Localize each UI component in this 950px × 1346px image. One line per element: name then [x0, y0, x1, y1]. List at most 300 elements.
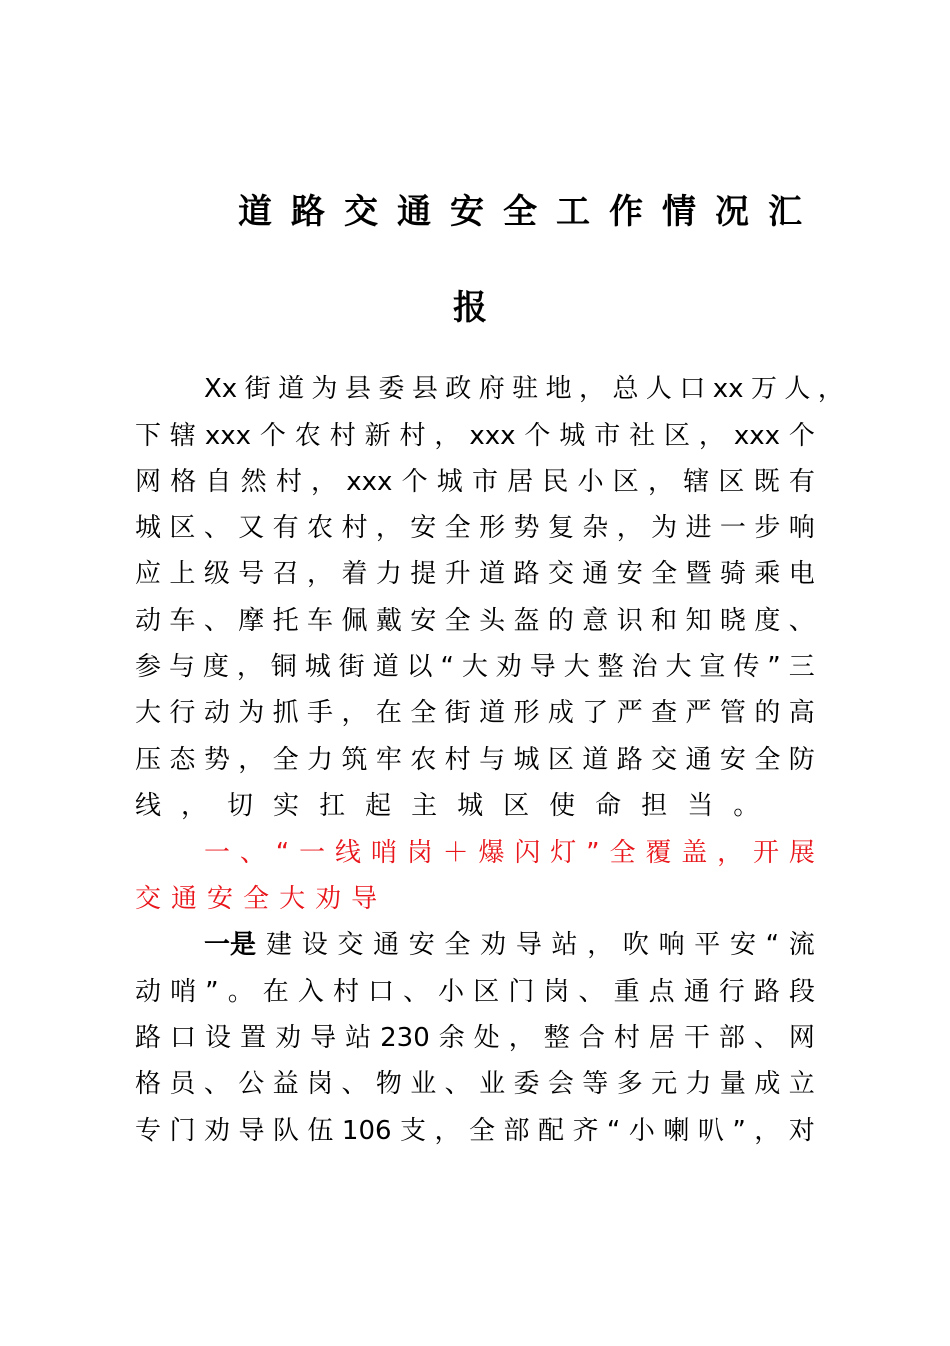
text-glyph: 农	[294, 421, 321, 451]
text-glyph: 主	[411, 791, 438, 821]
text-glyph: 配	[537, 1116, 564, 1146]
text-glyph: 复	[547, 513, 574, 543]
text-glyph: 个	[401, 467, 428, 497]
paragraph1-line	[204, 366, 844, 412]
paragraph2-line	[135, 1061, 815, 1107]
text-glyph: 余	[438, 1023, 465, 1053]
text-glyph: 支	[400, 1116, 427, 1146]
text-glyph: 路	[753, 977, 780, 1007]
text-glyph: 应	[135, 559, 162, 589]
text-glyph: 动	[135, 977, 162, 1007]
text-glyph: 自	[205, 467, 232, 497]
text-glyph: 车	[307, 606, 334, 636]
text-glyph: 益	[272, 1069, 299, 1099]
paragraph2-first-line	[204, 922, 815, 968]
text-glyph: 暨	[685, 559, 712, 589]
paragraph2-line	[135, 1015, 815, 1061]
text-glyph: 建	[266, 930, 293, 960]
text-glyph: 安	[207, 884, 234, 914]
text-glyph: 行	[169, 698, 196, 728]
text-glyph: 人	[784, 374, 811, 404]
text-glyph: 村	[332, 977, 359, 1007]
text-glyph: 合	[578, 1023, 605, 1053]
text-glyph: 然	[240, 467, 267, 497]
text-glyph: 展	[788, 838, 815, 868]
text-glyph: 村	[444, 745, 471, 775]
text-glyph: 岗	[307, 1069, 334, 1099]
text-glyph: 队	[272, 1116, 299, 1146]
text-glyph: 总	[612, 374, 639, 404]
text-glyph: 区	[547, 745, 574, 775]
text-glyph: 县	[411, 374, 438, 404]
text-glyph: 区	[169, 513, 196, 543]
text-glyph: ，	[375, 513, 402, 543]
text-glyph: 居	[648, 1023, 675, 1053]
text-glyph: 段	[788, 977, 815, 1007]
text-glyph: 形	[479, 513, 506, 543]
text-glyph: 全	[410, 698, 437, 728]
text-glyph: 的	[754, 698, 781, 728]
text-glyph: 全	[754, 745, 781, 775]
text-glyph: 处	[473, 1023, 500, 1053]
text-glyph: 万	[750, 374, 777, 404]
text-glyph: 头	[479, 606, 506, 636]
text-glyph: 导	[529, 652, 556, 682]
text-glyph: 参	[135, 652, 162, 682]
text-glyph: 宣	[699, 652, 726, 682]
text-glyph: ，	[579, 374, 606, 404]
text-glyph: 门	[508, 977, 535, 1007]
text-glyph: 大	[563, 652, 590, 682]
text-glyph: 设	[205, 1023, 232, 1053]
text-glyph: 、	[239, 838, 266, 868]
text-glyph: 多	[616, 1069, 643, 1099]
text-glyph: 劝	[495, 652, 522, 682]
text-glyph: 。	[733, 791, 760, 821]
text-glyph: 度	[754, 606, 781, 636]
text-glyph: 劝	[203, 1116, 230, 1146]
text-glyph: 市	[471, 467, 498, 497]
text-glyph: 等	[582, 1069, 609, 1099]
text-glyph: 城	[513, 745, 540, 775]
text-glyph: 区	[612, 467, 639, 497]
text-glyph: 小	[438, 977, 465, 1007]
paragraph1-line	[135, 459, 815, 505]
text-glyph: 全	[272, 745, 299, 775]
text-glyph: 个	[788, 421, 815, 451]
text-glyph: ，	[698, 421, 725, 451]
text-glyph: 业	[479, 1069, 506, 1099]
text-glyph: 通	[685, 745, 712, 775]
text-glyph: 劝	[480, 930, 507, 960]
text-glyph: 区	[718, 467, 745, 497]
text-glyph: 县	[344, 374, 371, 404]
text-glyph: 电	[788, 559, 815, 589]
text-glyph: 物	[375, 1069, 402, 1099]
text-glyph: 线	[334, 838, 361, 868]
text-glyph: 伍	[307, 1116, 334, 1146]
text-glyph: 成	[547, 698, 574, 728]
text-glyph: 进	[685, 513, 712, 543]
text-glyph: 手	[307, 698, 334, 728]
text-glyph: 道	[479, 698, 506, 728]
text-glyph: 形	[513, 698, 540, 728]
text-glyph: 府	[478, 374, 505, 404]
text-glyph: 叭	[697, 1116, 724, 1146]
text-glyph: 大	[279, 884, 306, 914]
text-glyph: 站	[551, 930, 578, 960]
text-glyph: 铜	[270, 652, 297, 682]
text-glyph: 与	[479, 745, 506, 775]
text-glyph: 势	[513, 513, 540, 543]
text-glyph: 力	[375, 559, 402, 589]
text-glyph: 村	[341, 513, 368, 543]
text-glyph: 既	[753, 467, 780, 497]
text-glyph: 戴	[375, 606, 402, 636]
section-heading-line	[135, 876, 815, 922]
paragraph1-line	[135, 690, 815, 736]
text-glyph: 号	[238, 559, 265, 589]
text-glyph: ，	[817, 374, 844, 404]
text-glyph: 驻	[512, 374, 539, 404]
text-glyph: 安	[729, 930, 756, 960]
text-glyph: 小	[577, 467, 604, 497]
text-glyph: 交	[651, 745, 678, 775]
text-glyph: 晓	[719, 606, 746, 636]
text-glyph: 哨	[370, 838, 397, 868]
text-glyph: 在	[262, 977, 289, 1007]
text-glyph: 劝	[275, 1023, 302, 1053]
text-glyph: 元	[651, 1069, 678, 1099]
text-glyph: 辖	[683, 467, 710, 497]
text-glyph: 管	[719, 698, 746, 728]
text-glyph: 、	[753, 1023, 780, 1053]
text-glyph: 覆	[645, 838, 672, 868]
text-glyph: 全	[468, 1116, 495, 1146]
text-glyph: 。	[227, 977, 254, 1007]
text-glyph: 村	[399, 421, 426, 451]
text-glyph: 哨	[170, 977, 197, 1007]
text-glyph: 、	[403, 977, 430, 1007]
text-glyph: 安	[410, 513, 437, 543]
text-glyph: 个	[259, 421, 286, 451]
text-glyph: 岗	[406, 838, 433, 868]
text-glyph: 会	[547, 1069, 574, 1099]
text-glyph: 扛	[319, 791, 346, 821]
paragraph2-line	[135, 1108, 815, 1154]
text-glyph: 、	[203, 513, 230, 543]
text-glyph: 盔	[513, 606, 540, 636]
text-glyph: 整	[543, 1023, 570, 1053]
text-glyph: 居	[507, 467, 534, 497]
text-glyph: 城	[436, 467, 463, 497]
text-glyph: 闪	[514, 838, 541, 868]
text-glyph: 城	[559, 421, 586, 451]
text-glyph: 动	[203, 698, 230, 728]
text-glyph: 干	[683, 1023, 710, 1053]
text-glyph: 城	[135, 513, 162, 543]
text-glyph: 村	[613, 1023, 640, 1053]
text-glyph: 230	[380, 1023, 430, 1053]
text-glyph: 知	[685, 606, 712, 636]
paragraph1-line	[135, 413, 815, 459]
text-glyph: ，	[616, 513, 643, 543]
text-glyph: 道	[582, 745, 609, 775]
text-glyph: 城	[304, 652, 331, 682]
text-glyph: 一	[719, 513, 746, 543]
text-glyph: ，	[587, 930, 614, 960]
text-glyph: 压	[135, 745, 162, 775]
text-glyph: 通	[582, 559, 609, 589]
text-glyph: 、	[444, 1069, 471, 1099]
text-glyph: 和	[651, 606, 678, 636]
text-glyph: ，	[508, 1023, 535, 1053]
text-glyph: 力	[307, 745, 334, 775]
text-glyph: 有	[272, 513, 299, 543]
text-glyph: 有	[788, 467, 815, 497]
text-glyph: 的	[547, 606, 574, 636]
text-glyph: 导	[351, 884, 378, 914]
text-glyph: 车	[169, 606, 196, 636]
text-glyph: 政	[445, 374, 472, 404]
text-glyph: 高	[788, 698, 815, 728]
paragraph2-line-text	[266, 922, 815, 968]
text-glyph: 村	[329, 421, 356, 451]
text-glyph: 升	[444, 559, 471, 589]
text-glyph: 安	[408, 930, 435, 960]
text-glyph: ，	[717, 838, 744, 868]
text-glyph: 小	[628, 1116, 655, 1146]
paragraph1-line	[135, 505, 815, 551]
text-glyph: 一	[204, 838, 231, 868]
text-glyph: 乘	[754, 559, 781, 589]
text-glyph: 立	[788, 1069, 815, 1099]
text-glyph: 量	[719, 1069, 746, 1099]
text-glyph: 个	[524, 421, 551, 451]
text-glyph: 入	[297, 977, 324, 1007]
text-glyph: xxx	[346, 467, 393, 497]
text-glyph: ，	[311, 467, 338, 497]
text-glyph: 安	[410, 606, 437, 636]
text-glyph: 点	[648, 977, 675, 1007]
text-glyph: 员	[169, 1069, 196, 1099]
text-glyph: 安	[616, 559, 643, 589]
paragraph1-line	[135, 598, 815, 644]
text-glyph: 街	[444, 698, 471, 728]
text-glyph: 响	[788, 513, 815, 543]
text-glyph: 区	[664, 421, 691, 451]
text-glyph: 、	[203, 606, 230, 636]
text-glyph: 以	[406, 652, 433, 682]
text-glyph: 格	[135, 1069, 162, 1099]
text-glyph: 级	[203, 559, 230, 589]
text-glyph: ”	[586, 838, 600, 868]
text-glyph: 辖	[169, 421, 196, 451]
text-glyph: 区	[473, 977, 500, 1007]
text-glyph: ，	[341, 698, 368, 728]
text-glyph: 响	[658, 930, 685, 960]
text-glyph: 导	[238, 1116, 265, 1146]
text-glyph: ”	[732, 1116, 746, 1146]
text-glyph: 为	[651, 513, 678, 543]
text-glyph: ”	[767, 652, 781, 682]
text-glyph: 与	[168, 652, 195, 682]
text-glyph: ＋	[442, 838, 469, 868]
text-glyph: 道	[278, 374, 305, 404]
text-glyph: xxx	[469, 421, 516, 451]
text-glyph: 、	[341, 1069, 368, 1099]
text-glyph: 上	[169, 559, 196, 589]
text-glyph: 下	[135, 421, 162, 451]
text-glyph: 导	[515, 930, 542, 960]
text-glyph: xx	[712, 374, 744, 404]
text-glyph: 步	[754, 513, 781, 543]
text-glyph: 路	[135, 1023, 162, 1053]
text-glyph: “	[440, 652, 454, 682]
text-glyph: 口	[170, 1023, 197, 1053]
text-glyph: 摩	[238, 606, 265, 636]
text-glyph: ，	[238, 745, 265, 775]
text-glyph: 成	[754, 1069, 781, 1099]
text-glyph: 当	[687, 791, 714, 821]
document-title-line-2: 报	[453, 288, 487, 328]
paragraph1-line	[135, 551, 815, 597]
text-glyph: 开	[752, 838, 779, 868]
paragraph2-line	[135, 969, 815, 1015]
text-glyph: 担	[641, 791, 668, 821]
text-glyph: 爆	[478, 838, 505, 868]
text-glyph: 大	[665, 652, 692, 682]
text-glyph: 托	[272, 606, 299, 636]
text-glyph: 使	[549, 791, 576, 821]
text-glyph: 市	[594, 421, 621, 451]
text-glyph: 整	[597, 652, 624, 682]
text-glyph: “	[606, 1116, 621, 1146]
text-glyph: 度	[202, 652, 229, 682]
text-glyph: 了	[582, 698, 609, 728]
text-glyph: 通	[171, 884, 198, 914]
text-glyph: 大	[135, 698, 162, 728]
paragraph2-lead: 一是	[204, 930, 257, 960]
text-glyph: 骑	[719, 559, 746, 589]
text-glyph: 一	[299, 838, 326, 868]
text-glyph: 治	[631, 652, 658, 682]
text-glyph: 地	[545, 374, 572, 404]
text-glyph: 严	[616, 698, 643, 728]
text-glyph: 全	[444, 606, 471, 636]
text-glyph: 态	[169, 745, 196, 775]
text-glyph: 设	[301, 930, 328, 960]
paragraph1-line	[135, 644, 815, 690]
text-glyph: 动	[135, 606, 162, 636]
text-glyph: 灯	[550, 838, 577, 868]
text-glyph: “	[765, 930, 780, 960]
text-glyph: ”	[205, 977, 219, 1007]
text-glyph: 全	[444, 513, 471, 543]
paragraph1-line	[135, 737, 815, 783]
text-glyph: 格	[170, 467, 197, 497]
text-glyph: 农	[410, 745, 437, 775]
text-glyph: 、	[203, 1069, 230, 1099]
text-glyph: 实	[273, 791, 300, 821]
text-glyph: “	[275, 838, 290, 868]
text-glyph: 通	[373, 930, 400, 960]
text-glyph: 喇	[663, 1116, 690, 1146]
text-glyph: 农	[307, 513, 334, 543]
text-glyph: ，	[181, 791, 208, 821]
text-glyph: 重	[613, 977, 640, 1007]
text-glyph: 佩	[341, 606, 368, 636]
text-glyph: 查	[651, 698, 678, 728]
text-glyph: ，	[754, 1116, 781, 1146]
text-glyph: 路	[616, 745, 643, 775]
text-glyph: 牢	[375, 745, 402, 775]
text-glyph: 公	[238, 1069, 265, 1099]
text-glyph: 网	[788, 1023, 815, 1053]
text-glyph: Xx	[204, 374, 238, 404]
text-glyph: 街	[338, 652, 365, 682]
text-glyph: 城	[457, 791, 484, 821]
text-glyph: 劝	[315, 884, 342, 914]
text-glyph: 、	[578, 977, 605, 1007]
text-glyph: 切	[227, 791, 254, 821]
text-glyph: 全	[609, 838, 636, 868]
text-glyph: 道	[372, 652, 399, 682]
document-title-line-1: 道路交通安全工作情况汇	[238, 192, 821, 232]
text-glyph: 岗	[543, 977, 570, 1007]
text-glyph: ，	[236, 652, 263, 682]
text-glyph: 力	[685, 1069, 712, 1099]
text-glyph: 全	[651, 559, 678, 589]
text-glyph: 三	[788, 652, 815, 682]
section-heading-line	[204, 830, 815, 876]
text-glyph: 道	[479, 559, 506, 589]
text-glyph: 导	[310, 1023, 337, 1053]
text-glyph: 传	[733, 652, 760, 682]
text-glyph: 命	[595, 791, 622, 821]
text-glyph: 委	[513, 1069, 540, 1099]
text-glyph: 街	[244, 374, 271, 404]
text-glyph: 在	[375, 698, 402, 728]
text-glyph: 社	[629, 421, 656, 451]
text-glyph: 意	[582, 606, 609, 636]
text-glyph: 专	[135, 1116, 162, 1146]
text-glyph: 大	[461, 652, 488, 682]
text-glyph: 安	[719, 745, 746, 775]
text-glyph: 召	[272, 559, 299, 589]
text-glyph: 新	[364, 421, 391, 451]
text-glyph: 起	[365, 791, 392, 821]
text-glyph: 严	[685, 698, 712, 728]
text-glyph: 人	[645, 374, 672, 404]
text-glyph: ，	[434, 421, 461, 451]
text-glyph: 门	[169, 1116, 196, 1146]
text-glyph: 村	[275, 467, 302, 497]
text-glyph: 防	[788, 745, 815, 775]
text-glyph: 部	[718, 1023, 745, 1053]
text-glyph: ，	[648, 467, 675, 497]
text-glyph: 口	[368, 977, 395, 1007]
text-glyph: 网	[135, 467, 162, 497]
text-glyph: 为	[238, 698, 265, 728]
text-glyph: 交	[337, 930, 364, 960]
text-glyph: 路	[513, 559, 540, 589]
text-glyph: 置	[240, 1023, 267, 1053]
text-glyph: 筑	[341, 745, 368, 775]
text-glyph: 为	[311, 374, 338, 404]
text-glyph: 行	[718, 977, 745, 1007]
text-glyph: 、	[788, 606, 815, 636]
